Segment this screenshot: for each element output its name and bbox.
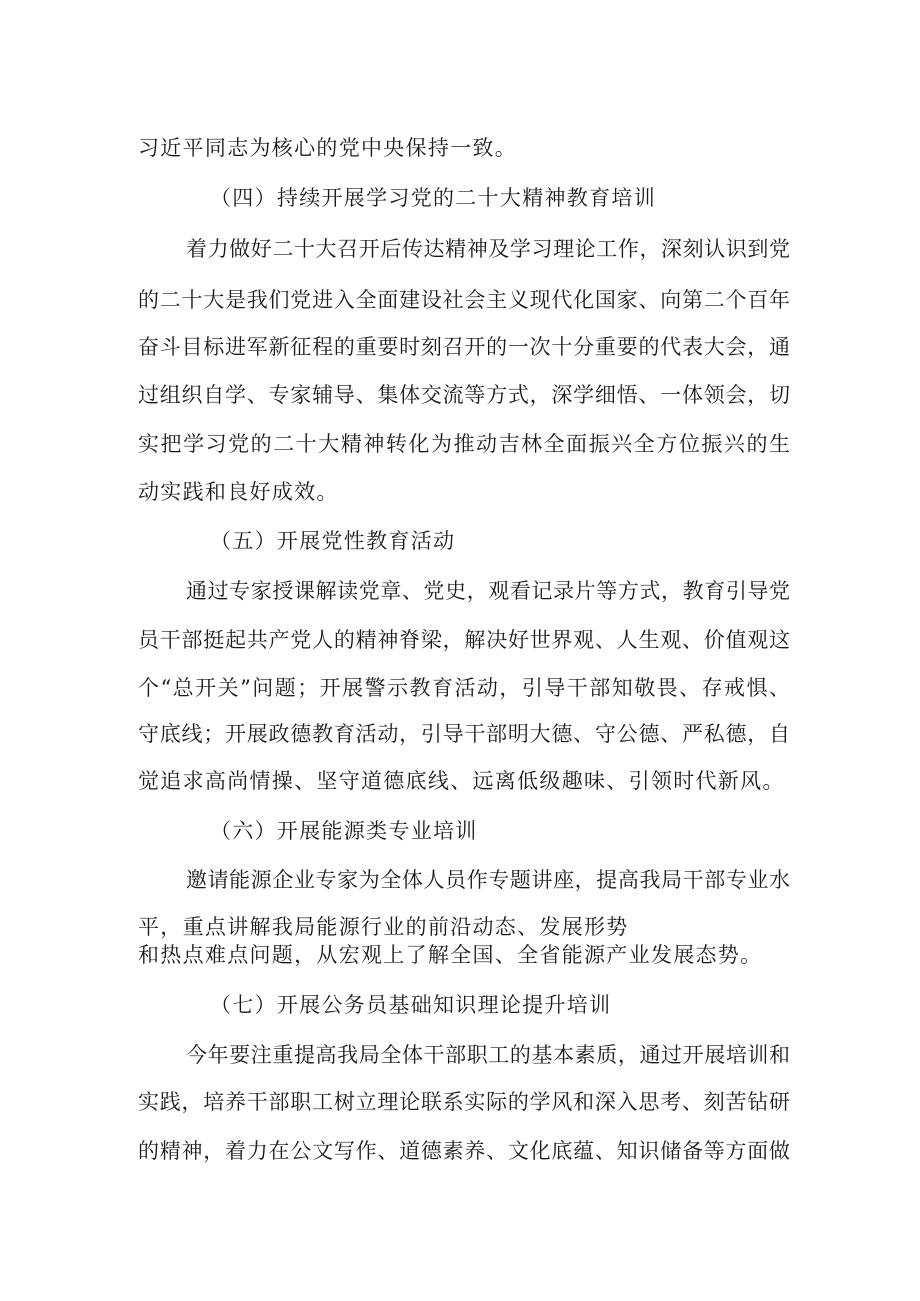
paragraph-line: 奋斗目标进军新征程的重要时刻召开的一次十分重要的代表大会，通 bbox=[138, 335, 790, 359]
paragraph-line: 过组织自学、专家辅导、集体交流等方式，深学细悟、一体领会，切 bbox=[138, 383, 790, 407]
paragraph-line: 今年要注重提高我局全体干部职工的基本素质，通过开展培训和 bbox=[186, 1043, 790, 1067]
paragraph-line: 着力做好二十大召开后传达精神及学习理论工作，深刻认识到党 bbox=[186, 237, 790, 261]
paragraph-line: 实把学习党的二十大精神转化为推动吉林全面振兴全方位振兴的生 bbox=[138, 432, 790, 456]
section-heading-6: （六）开展能源类专业培训 bbox=[210, 819, 478, 843]
paragraph-line: 和热点难点问题，从宏观上了解全国、全省能源产业发展态势。 bbox=[138, 943, 763, 967]
paragraph-line: 个“总开关”问题；开展警示教育活动，引导干部知敬畏、存戒惧、 bbox=[138, 676, 790, 700]
paragraph-line: 通过专家授课解读党章、党史，观看记录片等方式，教育引导党 bbox=[186, 579, 790, 603]
section-heading-4: （四）持续开展学习党的二十大精神教育培训 bbox=[210, 186, 656, 210]
paragraph-line: 的精神，着力在公文写作、道德素养、文化底蕴、知识储备等方面做 bbox=[138, 1139, 790, 1163]
paragraph-line: 员干部挺起共产党人的精神脊梁，解决好世界观、人生观、价值观这 bbox=[138, 628, 790, 652]
paragraph-line: 动实践和良好成效。 bbox=[138, 480, 339, 504]
paragraph-line: 习近平同志为核心的党中央保持一致。 bbox=[138, 136, 518, 160]
paragraph-line: 的二十大是我们党进入全面建设社会主义现代化国家、向第二个百年 bbox=[138, 288, 790, 312]
paragraph-line: 实践，培养干部职工树立理论联系实际的学风和深入思考、刻苦钻研 bbox=[138, 1090, 790, 1114]
section-heading-7: （七）开展公务员基础知识理论提升培训 bbox=[210, 993, 612, 1017]
paragraph-line: 邀请能源企业专家为全体人员作专题讲座，提高我局干部专业水 bbox=[186, 868, 790, 892]
paragraph-line: 守底线；开展政德教育活动，引导干部明大德、守公德、严私德，自 bbox=[138, 722, 790, 746]
paragraph-line: 觉追求高尚情操、坚守道德底线、远离低级趣味、引领时代新风。 bbox=[138, 769, 785, 793]
section-heading-5: （五）开展党性教育活动 bbox=[210, 529, 456, 553]
paragraph-line: 平，重点讲解我局能源行业的前沿动态、发展形势 bbox=[138, 915, 629, 939]
